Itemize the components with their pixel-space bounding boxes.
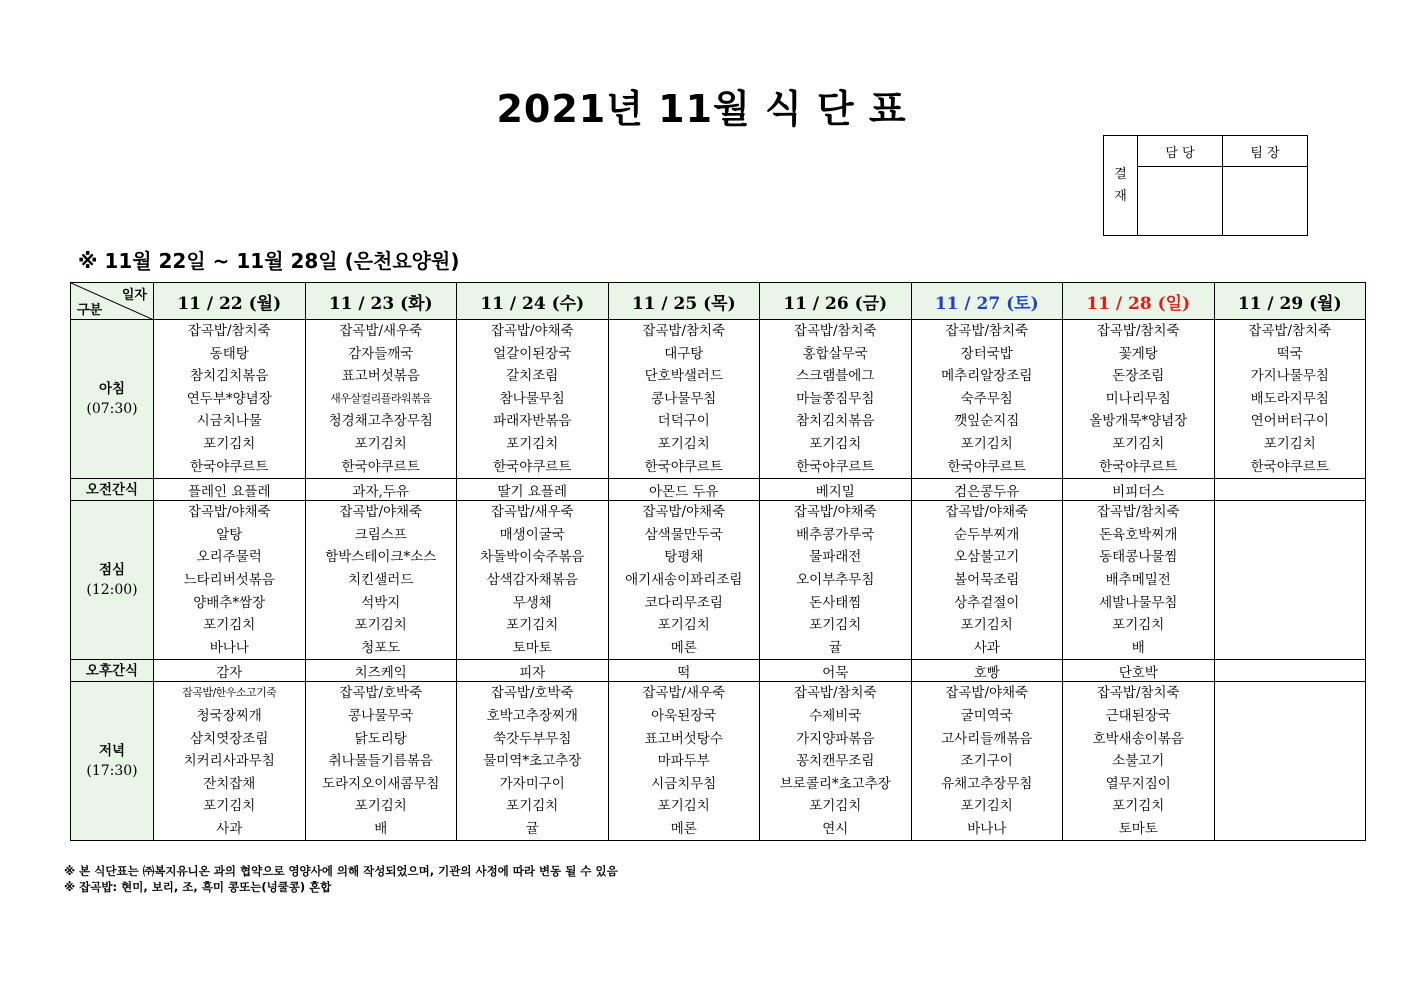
breakfast-items — [760, 320, 911, 478]
menu-item: 소불고기 — [1112, 753, 1165, 770]
dinner-cell — [760, 682, 912, 841]
lunch-time: (12:00) — [86, 582, 138, 599]
menu-item: 브로콜리*초고추장 — [779, 775, 891, 792]
menu-item: 한국야쿠르트 — [1250, 458, 1329, 475]
menu-item: 잡곡밥/야채죽 — [793, 504, 877, 521]
am-snack-cell: 딸기 요플레 — [457, 479, 609, 501]
menu-item: 청국장찌개 — [196, 707, 262, 724]
menu-item: 잡곡밥/참치죽 — [1096, 504, 1180, 521]
menu-item: 아욱된장국 — [651, 707, 717, 724]
menu-item: 포기김치 — [203, 617, 256, 634]
menu-item: 열무지짐이 — [1105, 775, 1171, 792]
menu-item: 잡곡밥/야채죽 — [187, 504, 271, 521]
breakfast-cell — [1063, 320, 1215, 479]
dinner-items — [912, 682, 1063, 840]
menu-item: 잡곡밥/참치죽 — [642, 323, 726, 339]
breakfast-cell — [305, 320, 457, 479]
dinner-label — [71, 682, 154, 841]
menu-item: 잡곡밥/참치죽 — [945, 323, 1029, 339]
pm-snack-cell: 피자 — [457, 660, 609, 682]
pm-snack-cell: 어묵 — [760, 660, 912, 682]
pm-snack-cell: 호빵 — [911, 660, 1063, 682]
menu-item: 포기김치 — [960, 435, 1013, 452]
breakfast-items — [154, 320, 305, 478]
pm-snack-label: 오후간식 — [71, 660, 154, 682]
menu-item: 메론 — [670, 639, 697, 656]
menu-item: 연시 — [822, 820, 849, 837]
am-snack-label: 오전간식 — [71, 479, 154, 501]
breakfast-time: (07:30) — [86, 401, 138, 418]
dinner-title: 저녁 — [98, 743, 126, 760]
menu-item: 가지나물무침 — [1250, 368, 1329, 385]
menu-item: 포기김치 — [1112, 617, 1165, 634]
dinner-items — [1063, 682, 1214, 840]
menu-item: 콩나물무국 — [348, 707, 414, 724]
lunch-items — [609, 501, 760, 659]
menu-item: 갈치조림 — [506, 368, 559, 385]
menu-item: 파래자반볶음 — [493, 413, 572, 430]
breakfast-cell — [608, 320, 760, 479]
menu-item: 포기김치 — [1112, 798, 1165, 815]
menu-item: 단호박샐러드 — [644, 368, 723, 385]
lunch-cell — [1214, 501, 1366, 660]
menu-item: 시금치무침 — [651, 775, 717, 792]
menu-item: 메추리알장조림 — [941, 368, 1033, 385]
day-header: 11 / 28 (일) — [1063, 283, 1215, 320]
menu-item: 포기김치 — [657, 798, 710, 815]
menu-item: 호박새송이볶음 — [1092, 730, 1184, 747]
menu-item: 근대된장국 — [1105, 707, 1171, 724]
lunch-cell — [608, 501, 760, 660]
menu-item: 포기김치 — [354, 798, 407, 815]
lunch-items — [760, 501, 911, 659]
menu-item: 유채고추장무침 — [941, 775, 1033, 792]
menu-item: 포기김치 — [1263, 435, 1316, 452]
menu-item: 떡국 — [1276, 345, 1303, 362]
menu-item: 감자들깨국 — [348, 345, 414, 362]
menu-item: 포기김치 — [1112, 435, 1165, 452]
lunch-items — [1215, 501, 1366, 659]
am-snack-cell: 베지밀 — [760, 479, 912, 501]
am-snack-cell: 검은콩두유 — [911, 479, 1063, 501]
breakfast-label — [71, 320, 154, 479]
menu-item: 표고버섯볶음 — [341, 368, 420, 385]
lunch-cell — [911, 501, 1063, 660]
menu-item: 잡곡밥/참치죽 — [1096, 685, 1180, 702]
menu-item: 알탕 — [216, 526, 243, 543]
menu-item: 귤 — [525, 820, 539, 837]
menu-item: 취나물들기름볶음 — [328, 753, 433, 770]
menu-item: 차돌박이숙주볶음 — [480, 549, 585, 566]
dinner-cell — [1063, 682, 1215, 841]
menu-item: 숙주무침 — [960, 390, 1013, 407]
menu-item: 잡곡밥/한우소고기죽 — [182, 686, 277, 700]
menu-item: 스크램블에그 — [796, 368, 875, 385]
menu-item: 잡곡밥/새우죽 — [490, 504, 574, 521]
menu-item: 볼어묵조림 — [954, 571, 1020, 588]
menu-item: 잔치잡채 — [203, 775, 256, 792]
day-header: 11 / 23 (화) — [305, 283, 457, 320]
menu-item: 크림스프 — [354, 526, 407, 543]
menu-item: 한국야쿠르트 — [644, 458, 723, 475]
menu-item: 얼갈이된장국 — [493, 345, 572, 362]
approval-manager-header: 담 당 — [1138, 136, 1223, 167]
menu-item: 연어버터구이 — [1250, 413, 1329, 430]
menu-item: 올방개묵*양념장 — [1089, 413, 1188, 430]
menu-item: 잡곡밥/야채죽 — [642, 504, 726, 521]
menu-item: 호박고추장찌개 — [486, 707, 578, 724]
menu-item: 한국야쿠르트 — [190, 458, 269, 475]
menu-item: 코다리무조림 — [644, 594, 723, 611]
dinner-items — [609, 682, 760, 840]
am-snack-cell: 과자,두유 — [305, 479, 457, 501]
menu-item: 함박스테이크*소스 — [325, 549, 437, 566]
menu-item: 한국야쿠르트 — [1099, 458, 1178, 475]
menu-item: 귤 — [828, 639, 842, 656]
menu-item: 잡곡밥/새우죽 — [642, 685, 726, 702]
day-header: 11 / 26 (금) — [760, 283, 912, 320]
menu-item: 꽁치캔무조림 — [796, 753, 875, 770]
menu-item: 석박지 — [361, 594, 401, 611]
am-snack-row — [71, 479, 1366, 501]
day-header: 11 / 25 (목) — [608, 283, 760, 320]
lunch-cell — [154, 501, 306, 660]
menu-item: 잡곡밥/야채죽 — [945, 504, 1029, 521]
menu-item: 배추콩가루국 — [796, 526, 875, 543]
approval-box — [1103, 135, 1308, 236]
lunch-items — [306, 501, 457, 659]
lunch-cell — [760, 501, 912, 660]
menu-item: 깻잎순지짐 — [954, 413, 1020, 430]
menu-item: 포기김치 — [506, 798, 559, 815]
lunch-label — [71, 501, 154, 660]
menu-item: 포기김치 — [506, 435, 559, 452]
menu-item: 사과 — [973, 639, 1000, 656]
menu-item: 돈장조림 — [1112, 368, 1165, 385]
menu-item: 잡곡밥/새우죽 — [339, 323, 423, 339]
dinner-items — [154, 682, 305, 840]
menu-item: 더덕구이 — [657, 413, 710, 430]
menu-item: 잡곡밥/참치죽 — [1248, 323, 1332, 339]
menu-item: 쑥갓두부무침 — [493, 730, 572, 747]
dinner-items — [760, 682, 911, 840]
menu-item: 고사리들깨볶음 — [941, 730, 1033, 747]
menu-item: 표고버섯탕수 — [644, 730, 723, 747]
menu-item: 사과 — [216, 820, 243, 837]
menu-item: 미나리무침 — [1105, 390, 1171, 407]
menu-item: 물파래전 — [809, 549, 862, 566]
menu-item: 삼치엿장조림 — [190, 730, 269, 747]
day-header: 11 / 22 (월) — [154, 283, 306, 320]
period-heading: ※ 11월 22일 ~ 11월 28일 (은천요양원) — [78, 249, 460, 273]
menu-item: 참나물무침 — [499, 390, 565, 407]
breakfast-items — [1215, 320, 1366, 478]
menu-item: 잡곡밥/야채죽 — [339, 504, 423, 521]
menu-item: 잡곡밥/호박죽 — [339, 685, 423, 702]
footnotes — [64, 863, 618, 895]
menu-item: 한국야쿠르트 — [493, 458, 572, 475]
menu-item: 마파두부 — [657, 753, 710, 770]
menu-item: 콩나물무침 — [651, 390, 717, 407]
am-snack-cell — [1214, 479, 1366, 501]
menu-item: 청포도 — [361, 639, 401, 656]
lunch-title: 점심 — [98, 562, 126, 579]
menu-item: 가지양파볶음 — [796, 730, 875, 747]
menu-item: 장터국밥 — [960, 345, 1013, 362]
menu-item: 메론 — [670, 820, 697, 837]
page-title: 2021년 11월 식 단 표 — [496, 87, 907, 131]
menu-item: 삼색감자채볶음 — [486, 571, 578, 588]
lunch-row — [71, 501, 1366, 660]
menu-item: 잡곡밥/호박죽 — [490, 685, 574, 702]
lunch-items — [1063, 501, 1214, 659]
menu-item: 가자미구이 — [499, 775, 565, 792]
pm-snack-cell: 감자 — [154, 660, 306, 682]
menu-item: 청경채고추장무침 — [328, 413, 433, 430]
dinner-row — [71, 682, 1366, 841]
menu-item: 굴미역국 — [960, 707, 1013, 724]
menu-item: 포기김치 — [203, 798, 256, 815]
menu-item: 잡곡밥/참치죽 — [793, 323, 877, 339]
dinner-items — [1215, 682, 1366, 840]
pm-snack-cell: 단호박 — [1063, 660, 1215, 682]
menu-item: 한국야쿠르트 — [341, 458, 420, 475]
corner-date-label: 일자 — [121, 288, 147, 303]
am-snack-cell: 비피더스 — [1063, 479, 1215, 501]
menu-item: 시금치나물 — [196, 413, 262, 430]
breakfast-cell — [154, 320, 306, 479]
menu-item: 포기김치 — [506, 617, 559, 634]
menu-item: 매생이굴국 — [499, 526, 565, 543]
menu-item: 상추겉절이 — [954, 594, 1020, 611]
breakfast-cell — [760, 320, 912, 479]
menu-item: 치커리사과무침 — [183, 753, 275, 770]
breakfast-items — [457, 320, 608, 478]
menu-item: 양배추*쌈장 — [193, 594, 266, 611]
menu-item: 물미역*초고추장 — [483, 753, 582, 770]
menu-item: 포기김치 — [809, 798, 862, 815]
menu-item: 포기김치 — [809, 617, 862, 634]
menu-item: 포기김치 — [809, 435, 862, 452]
day-header-row — [71, 283, 1366, 320]
menu-item: 돈육호박찌개 — [1099, 526, 1178, 543]
approval-leader-signature[interactable] — [1223, 167, 1308, 236]
menu-item: 배도라지무침 — [1250, 390, 1329, 407]
menu-item: 돈사태찜 — [809, 594, 862, 611]
menu-item: 새우살컬리플라워볶음 — [330, 391, 432, 405]
breakfast-cell — [911, 320, 1063, 479]
footnote-line: ※ 본 식단표는 ㈜복지유니온 과의 협약으로 영양사에 의해 작성되었으며, 기관의 사정에 따라 변동 될 수 있음 — [64, 864, 618, 878]
footnote-line: ※ 잡곡밥: 현미, 보리, 조, 흑미 콩또는(넝쿨콩) 혼합 — [64, 880, 332, 894]
approval-manager-signature[interactable] — [1138, 167, 1223, 236]
menu-item: 참치김치볶음 — [190, 368, 269, 385]
menu-item: 대구탕 — [664, 345, 704, 362]
approval-leader-header: 팀 장 — [1223, 136, 1308, 167]
lunch-cell — [457, 501, 609, 660]
menu-item: 포기김치 — [960, 798, 1013, 815]
menu-item: 느타리버섯볶음 — [183, 571, 275, 588]
dinner-cell — [457, 682, 609, 841]
menu-item: 무생채 — [512, 594, 552, 611]
menu-item: 삼색물만두국 — [644, 526, 723, 543]
menu-item: 바나나 — [967, 820, 1007, 837]
menu-item: 세발나물무침 — [1099, 594, 1178, 611]
breakfast-items — [912, 320, 1063, 478]
pm-snack-row — [71, 660, 1366, 682]
menu-item: 바나나 — [209, 639, 249, 656]
pm-snack-cell: 떡 — [608, 660, 760, 682]
lunch-items — [912, 501, 1063, 659]
menu-item: 잡곡밥/참치죽 — [1096, 323, 1180, 339]
menu-item: 한국야쿠르트 — [796, 458, 875, 475]
menu-item: 조기구이 — [960, 753, 1013, 770]
day-header: 11 / 27 (토) — [911, 283, 1063, 320]
menu-item: 오이부추무침 — [796, 571, 875, 588]
menu-item: 수제비국 — [809, 707, 862, 724]
menu-item: 치킨샐러드 — [348, 571, 414, 588]
menu-item: 닭도리탕 — [354, 730, 407, 747]
menu-item: 배 — [374, 820, 388, 837]
menu-item: 탕평채 — [664, 549, 704, 566]
menu-item: 애기새송이꽈리조림 — [625, 571, 743, 588]
dinner-cell — [154, 682, 306, 841]
dinner-cell — [1214, 682, 1366, 841]
lunch-cell — [1063, 501, 1215, 660]
menu-item: 배 — [1131, 639, 1145, 656]
menu-item: 마늘쫑짐무침 — [796, 390, 875, 407]
am-snack-cell: 플레인 요플레 — [154, 479, 306, 501]
menu-item: 참치김치볶음 — [796, 413, 875, 430]
breakfast-row — [71, 320, 1366, 479]
corner-cell — [71, 283, 154, 320]
menu-table — [70, 282, 1366, 841]
menu-item: 포기김치 — [203, 435, 256, 452]
dinner-items — [306, 682, 457, 840]
menu-item: 동태콩나물찜 — [1099, 549, 1178, 566]
am-snack-cell: 아몬드 두유 — [608, 479, 760, 501]
breakfast-cell — [1214, 320, 1366, 479]
menu-item: 포기김치 — [657, 617, 710, 634]
breakfast-items — [1063, 320, 1214, 478]
breakfast-items — [306, 320, 457, 478]
approval-label: 결 재 — [1104, 136, 1138, 236]
day-header: 11 / 24 (수) — [457, 283, 609, 320]
menu-item: 잡곡밥/야채죽 — [945, 685, 1029, 702]
menu-item: 토마토 — [1118, 820, 1158, 837]
lunch-cell — [305, 501, 457, 660]
breakfast-title: 아침 — [98, 381, 126, 398]
menu-item: 동태탕 — [209, 345, 249, 362]
lunch-items — [457, 501, 608, 659]
menu-item: 오삼불고기 — [954, 549, 1020, 566]
dinner-cell — [608, 682, 760, 841]
menu-item: 꽃게탕 — [1118, 345, 1158, 362]
lunch-items — [154, 501, 305, 659]
menu-item: 포기김치 — [354, 617, 407, 634]
menu-item: 홍합살무국 — [802, 345, 868, 362]
menu-item: 포기김치 — [960, 617, 1013, 634]
menu-item: 포기김치 — [657, 435, 710, 452]
pm-snack-cell — [1214, 660, 1366, 682]
corner-category-label: 구분 — [77, 303, 103, 318]
breakfast-cell — [457, 320, 609, 479]
menu-item: 배추메밀전 — [1105, 571, 1171, 588]
menu-item: 연두부*양념장 — [186, 390, 272, 407]
day-header: 11 / 29 (월) — [1214, 283, 1366, 320]
menu-item: 잡곡밥/야채죽 — [490, 323, 574, 339]
menu-item: 잡곡밥/참치죽 — [187, 323, 271, 339]
menu-item: 오리주물럭 — [196, 549, 262, 566]
dinner-cell — [305, 682, 457, 841]
dinner-items — [457, 682, 608, 840]
menu-item: 순두부찌개 — [954, 526, 1020, 543]
breakfast-items — [609, 320, 760, 478]
menu-item: 도라지오이새콤무침 — [322, 775, 440, 792]
dinner-cell — [911, 682, 1063, 841]
menu-item: 잡곡밥/참치죽 — [793, 685, 877, 702]
pm-snack-cell: 치즈케익 — [305, 660, 457, 682]
menu-item: 포기김치 — [354, 435, 407, 452]
menu-item: 토마토 — [512, 639, 552, 656]
menu-item: 한국야쿠르트 — [947, 458, 1026, 475]
dinner-time: (17:30) — [86, 763, 138, 780]
